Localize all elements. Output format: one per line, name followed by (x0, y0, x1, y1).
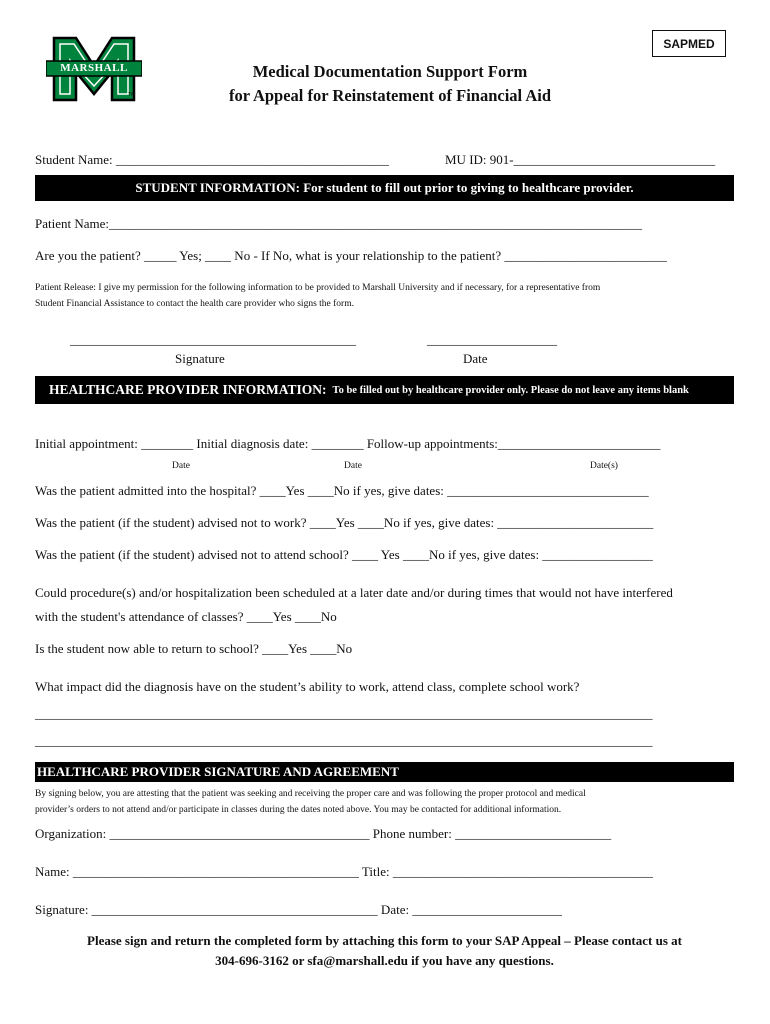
logo-tm: TM (128, 92, 136, 98)
patient-release-line2: Student Financial Assistance to contact the health care provider who signs the form. (35, 299, 354, 309)
hospital-admission-question[interactable]: Was the patient admitted into the hospital? ____Yes ____No if yes, give dates: _______________________________ (35, 483, 649, 498)
return-to-school-question[interactable]: Is the student now able to return to school? ____Yes ____No (35, 641, 353, 656)
are-you-patient-question[interactable]: Are you the patient? _____ Yes; ____ No - If No, what is your relationship to the patient? _________________________ (35, 248, 667, 263)
student-name-field[interactable]: Student Name: __________________________________________ (35, 152, 389, 167)
attestation-line1: By signing below, you are attesting that the patient was seeking and receiving the proper care and was following the proper protocol and medical (35, 789, 586, 799)
provider-bar-heading: HEALTHCARE PROVIDER INFORMATION: (49, 382, 327, 397)
footer-line2: 304-696-3162 or sfa@marshall.edu if you have any questions. (215, 953, 554, 968)
organization-phone-field[interactable]: Organization: ________________________________________ Phone number: ________________________ (35, 826, 612, 841)
advised-not-school-question[interactable]: Was the patient (if the student) advised not to attend school? ____ Yes ____No if yes, give dates: _________________ (35, 547, 653, 562)
healthcare-provider-information-bar (35, 376, 734, 404)
logo-wordmark: MARSHALL (60, 62, 128, 74)
advised-not-work-question[interactable]: Was the patient (if the student) advised not to work? ____Yes ____No if yes, give dates: ________________________ (35, 515, 654, 530)
initial-diagnosis-date-label: Date (344, 461, 362, 471)
initial-appointment-date-label: Date (172, 461, 190, 471)
name-title-field[interactable]: Name: ____________________________________________ Title: ________________________________________ (35, 864, 653, 879)
footer-instructions (35, 931, 734, 971)
student-information-bar: STUDENT INFORMATION: For student to fill out prior to giving to healthcare provider. (35, 175, 734, 201)
student-date-line[interactable]: ____________________ (427, 332, 557, 347)
mu-id-field[interactable]: MU ID: 901-_______________________________ (445, 152, 716, 167)
patient-release-line1: Patient Release: I give my permission for the following information to be provided to Marshall University and if necessary, for a representative from (35, 283, 601, 293)
provider-bar-instruction: To be filled out by healthcare provider only. Please do not leave any items blank (332, 384, 689, 396)
impact-answer-line-1[interactable]: _______________________________________________________________________________________________ (35, 706, 653, 721)
reschedule-question-line1: Could procedure(s) and/or hospitalization been scheduled at a later date and/or during times that would not have interfered (35, 585, 673, 600)
student-signature-line[interactable]: ____________________________________________ (70, 332, 356, 347)
signature-date-field[interactable]: Signature: ____________________________________________ Date: _______________________ (35, 902, 562, 917)
impact-question: What impact did the diagnosis have on the student’s ability to work, attend class, complete school work? (35, 679, 580, 694)
provider-signature-agreement-bar: HEALTHCARE PROVIDER SIGNATURE AND AGREEMENT (35, 762, 734, 782)
attestation-text (35, 786, 734, 818)
form-code-badge: SAPMED (652, 30, 726, 57)
form-title-line1: Medical Documentation Support Form (252, 62, 528, 81)
followup-dates-label: Date(s) (590, 461, 618, 471)
date-label: Date (463, 351, 488, 366)
footer-line1: Please sign and return the completed form by attaching this form to your SAP Appeal – Please contact us at (87, 933, 682, 948)
form-title-line2: for Appeal for Reinstatement of Financial Aid (228, 86, 552, 105)
signature-label: Signature (175, 351, 225, 366)
attestation-line2: provider’s orders to not attend and/or participate in classes during the dates noted above. You may be contacted for additional information. (35, 805, 562, 815)
impact-answer-line-2[interactable]: _______________________________________________________________________________________________ (35, 733, 653, 748)
marshall-logo (46, 36, 142, 102)
patient-name-field[interactable]: Patient Name:__________________________________________________________________________________ (35, 216, 643, 231)
patient-release-text (35, 280, 734, 312)
reschedule-question-line2[interactable]: with the student's attendance of classes? ____Yes ____No (35, 609, 337, 624)
appointments-field[interactable]: Initial appointment: ________ Initial diagnosis date: ________ Follow-up appointments:_________________________ (35, 436, 661, 451)
